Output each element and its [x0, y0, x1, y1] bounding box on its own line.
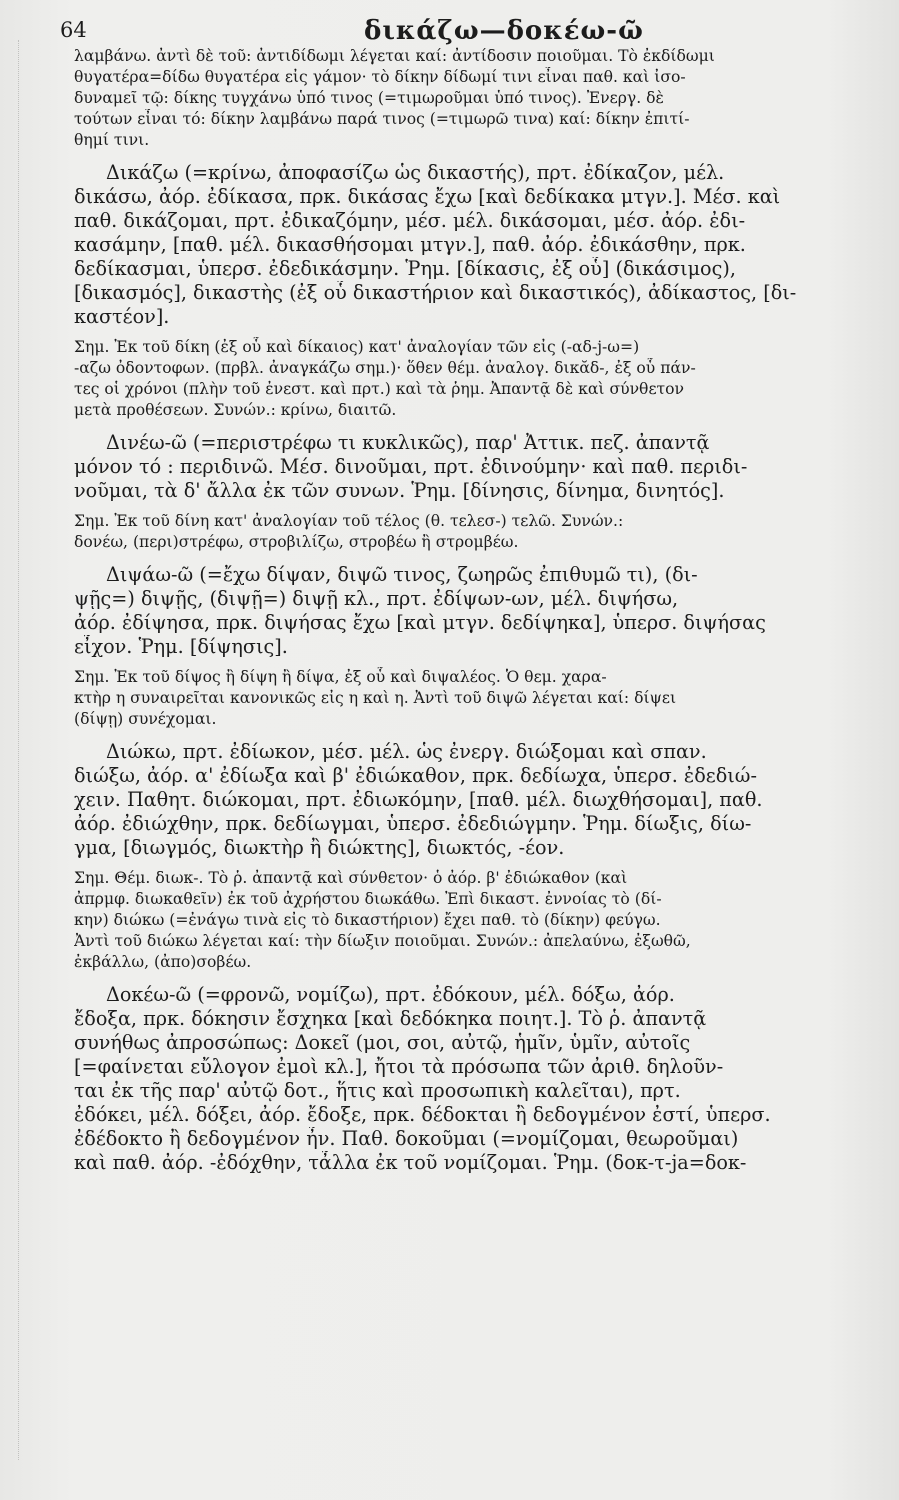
page-number: 64 [60, 18, 87, 42]
text-line: κτὴρ η συναιρεῖται κανονικῶς εἰς η καὶ η. Ἀντὶ τοῦ διψῶ λέγεται καί: δίψει [74, 689, 677, 707]
text-line: Δοκέω-ῶ (=φρονῶ, νομίζω), πρτ. ἐδόκουν, μέλ. δόξω, ἀόρ. [106, 983, 675, 1006]
running-head: δικάζω—δοκέω-ῶ [364, 16, 644, 46]
text-line: παθ. δικάζομαι, πρτ. ἐδικαζόμην, μέσ. μέλ. δικάσομαι, μέσ. ἀόρ. ἐδι- [74, 209, 746, 232]
text-line: τες οἱ χρόνοι (πλὴν τοῦ ἐνεστ. καὶ πρτ.) καὶ τὰ ῥημ. Ἀπαντᾷ δὲ καὶ σύνθετον [74, 380, 685, 398]
text-line: Σημ. Ἐκ τοῦ δίνη κατ' ἀναλογίαν τοῦ τέλος (θ. τελεσ-) τελῶ. Συνών.: [74, 512, 624, 530]
text-line: Δικάζω (=κρίνω, ἀποφασίζω ὡς δικαστής), πρτ. ἐδίκαζον, μέλ. [106, 161, 725, 184]
text-line: γμα, [διωγμός, διωκτὴρ ἢ διώκτης], διωκτός, -έον. [74, 836, 565, 859]
text-line: μόνον τό : περιδινῶ. Μέσ. δινοῦμαι, πρτ. ἐδινούμην· καὶ παθ. περιδι- [74, 455, 748, 478]
entry-block [74, 740, 869, 860]
text-line: Σημ. Θέμ. διωκ-. Τὸ ῥ. ἀπαντᾷ καὶ σύνθετον· ὁ ἀόρ. β' ἐδιώκαθον (καὶ [74, 869, 628, 887]
note-block [74, 337, 869, 421]
note-block [74, 868, 869, 973]
text-line: κην) διώκω (=ἐνάγω τινὰ εἰς τὸ δικαστήριον) ἔχει παθ. τὸ (δίκην) φεύγω. [74, 911, 661, 929]
text-line: δονέω, (περι)στρέφω, στροβιλίζω, στροβέω ἢ στρομβέω. [74, 533, 519, 551]
text-line: [=φαίνεται εὔλογον ἐμοὶ κλ.], ἤτοι τὰ πρόσωπα τῶν ἀριθ. δηλοῦν- [74, 1055, 724, 1078]
note-block [74, 511, 869, 553]
text-line: νοῦμαι, τὰ δ' ἄλλα ἐκ τῶν συνων. Ῥημ. [δίνησις, δίνημα, δινητός]. [74, 479, 725, 502]
note-block [74, 46, 869, 151]
text-line: δυναμεῖ τῷ: δίκης τυγχάνω ὑπό τινος (=τιμωροῦμαι ὑπό τινος). Ἐνεργ. δὲ [74, 89, 664, 107]
text-line: εἶχον. Ῥημ. [δίψησις]. [74, 635, 288, 658]
text-line: Διώκω, πρτ. ἐδίωκον, μέσ. μέλ. ὡς ἐνεργ. διώξομαι καὶ σπαν. [106, 740, 707, 763]
text-line: ἀόρ. ἐδίψησα, πρκ. διψήσας ἔχω [καὶ μτγν. δεδίψηκα], ὑπερσ. διψήσας [74, 611, 766, 634]
note-block [74, 667, 869, 730]
page-header [60, 8, 869, 46]
text-line: (δίψῃ) συνέχομαι. [74, 710, 217, 728]
text-line: Σημ. Ἐκ τοῦ δίψος ἢ δίψη ἢ δίψα, ἐξ οὗ καὶ διψαλέος. Ὁ θεμ. χαρα- [74, 668, 607, 686]
entry-block [74, 563, 869, 659]
text-line: ἐδέδοκτο ἢ δεδογμένον ἦν. Παθ. δοκοῦμαι (=νομίζομαι, θεωροῦμαι) [74, 1127, 739, 1150]
text-line: ἀπρμφ. διωκαθεῖν) ἐκ τοῦ ἀχρήστου διωκάθω. Ἐπὶ δικαστ. ἐννοίας τὸ (δί- [74, 890, 662, 908]
text-line: καὶ παθ. ἀόρ. -ἐδόχθην, τἆλλα ἐκ τοῦ νομίζομαι. Ῥημ. (δοκ-τ-ja=δοκ- [74, 1151, 747, 1174]
text-line: ται ἐκ τῆς παρ' αὐτῷ δοτ., ἥτις καὶ προσωπικὴ καλεῖται), πρτ. [74, 1079, 681, 1102]
text-line: θυγατέρα=δίδω θυγατέρα εἰς γάμον· τὸ δίκην δίδωμί τινι εἶναι παθ. καὶ ἰσο- [74, 68, 686, 86]
entry-block [74, 983, 869, 1175]
text-line: δικάσω, ἀόρ. ἐδίκασα, πρκ. δικάσας ἔχω [καὶ δεδίκακα μτγν.]. Μέσ. καὶ [74, 185, 781, 208]
text-line: μετὰ προθέσεων. Συνών.: κρίνω, διαιτῶ. [74, 401, 397, 419]
text-line: κασάμην, [παθ. μέλ. δικασθήσομαι μτγν.], παθ. ἀόρ. ἐδικάσθην, πρκ. [74, 233, 746, 256]
text-line: διώξω, ἀόρ. α' ἐδίωξα καὶ β' ἐδιώκαθον, πρκ. δεδίωχα, ὑπερσ. ἐδεδιώ- [74, 764, 757, 787]
page-body [74, 46, 869, 1175]
entry-block [74, 431, 869, 503]
text-line: καστέον]. [74, 305, 170, 328]
text-line: συνήθως ἀπροσώπως: Δοκεῖ (μοι, σοι, αὐτῷ, ἡμῖν, ὑμῖν, αὐτοῖς [74, 1031, 691, 1054]
text-line: ἐδόκει, μέλ. δόξει, ἀόρ. ἔδοξε, πρκ. δέδοκται ἢ δεδογμένον ἐστί, ὑπερσ. [74, 1103, 771, 1126]
text-line: χειν. Παθητ. διώκομαι, πρτ. ἐδιωκόμην, [παθ. μέλ. διωχθήσομαι], παθ. [74, 788, 763, 811]
text-line: τούτων εἶναι τό: δίκην λαμβάνω παρά τινος (=τιμωρῶ τινα) καί: δίκην ἐπιτί- [74, 110, 690, 128]
text-line: Ἀντὶ τοῦ διώκω λέγεται καί: τὴν δίωξιν ποιοῦμαι. Συνών.: ἀπελαύνω, ἐξωθῶ, [74, 932, 691, 950]
entry-block [74, 161, 869, 329]
text-line: ἔδοξα, πρκ. δόκησιν ἔσχηκα [καὶ δεδόκηκα ποιητ.]. Τὸ ῥ. ἀπαντᾷ [74, 1007, 707, 1030]
text-line: ψῇς=) διψῇς, (διψῇ=) διψῇ κλ., πρτ. ἐδίψων-ων, μέλ. διψήσω, [74, 587, 679, 610]
text-line: θημί τινι. [74, 131, 150, 149]
page-gutter-mark [18, 40, 29, 1460]
text-line: ἀόρ. ἐδιώχθην, πρκ. δεδίωγμαι, ὑπερσ. ἐδεδιώγμην. Ῥημ. δίωξις, δίω- [74, 812, 752, 835]
text-line: δεδίκασμαι, ὑπερσ. ἐδεδικάσμην. Ῥημ. [δίκασις, ἐξ οὗ] (δικάσιμος), [74, 257, 736, 280]
text-line: Σημ. Ἐκ τοῦ δίκη (ἐξ οὗ καὶ δίκαιος) κατ' ἀναλογίαν τῶν εἰς (-αδ-j-ω=) [74, 338, 640, 356]
text-line: ἐκβάλλω, (ἀπο)σοβέω. [74, 953, 252, 971]
text-line: [δικασμός], δικαστὴς (ἐξ οὗ δικαστήριον καὶ δικαστικός), ἀδίκαστος, [δι- [74, 281, 797, 304]
text-line: -αζω ὀδοντοφων. (πρβλ. ἀναγκάζω σημ.)· ὅθεν θέμ. ἀναλογ. δικᾰδ-, ἐξ οὗ πάν- [74, 359, 696, 377]
text-line: Δινέω-ῶ (=περιστρέφω τι κυκλικῶς), παρ' Ἀττικ. πεζ. ἀπαντᾷ [106, 431, 710, 454]
text-line: Διψάω-ῶ (=ἔχω δίψαν, διψῶ τινος, ζωηρῶς ἐπιθυμῶ τι), (δι- [106, 563, 698, 586]
text-line: λαμβάνω. ἀντὶ δὲ τοῦ: ἀντιδίδωμι λέγεται καί: ἀντίδοσιν ποιοῦμαι. Τὸ ἐκδίδωμι [74, 47, 715, 65]
